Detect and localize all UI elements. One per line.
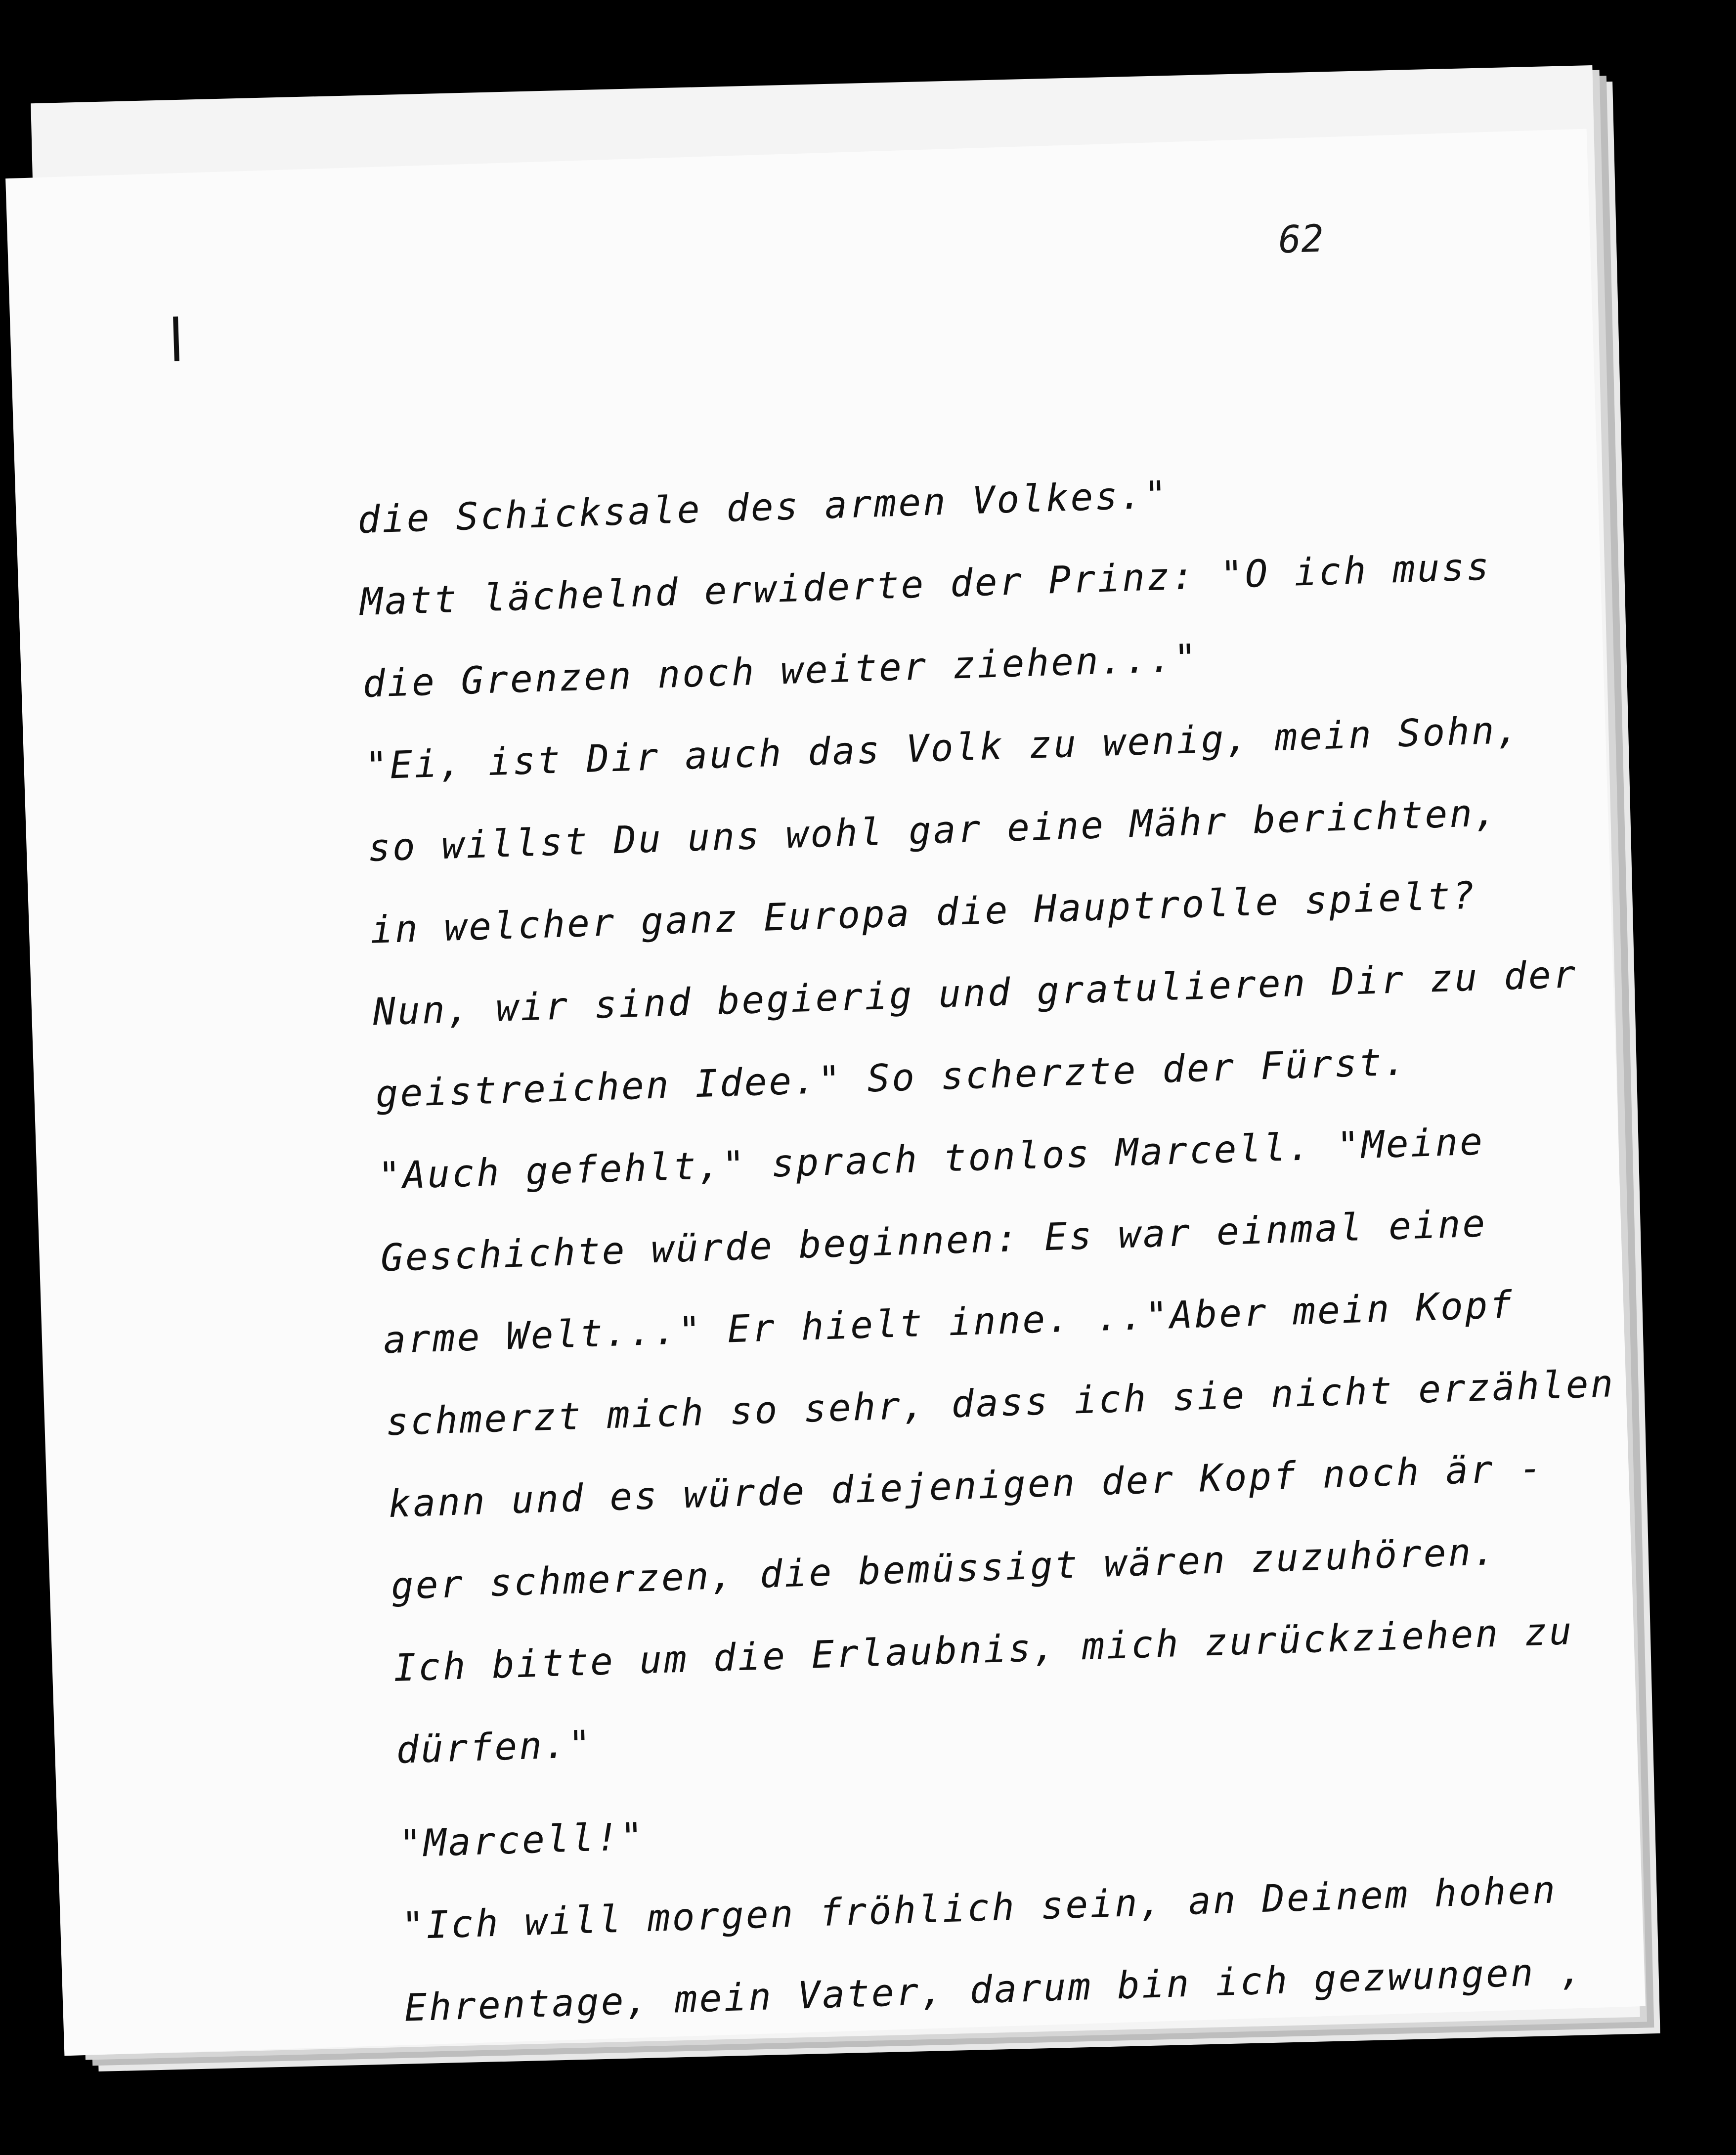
text-line: geistreichen Idee." So scherzte der Fürst. <box>375 1039 1409 1116</box>
typewritten-page <box>5 129 1646 2056</box>
text-line: kann und es würde diejenigen der Kopf noch är - <box>388 1445 1545 1526</box>
text-line: Matt lächelnd erwiderte der Prinz: "O ich muss <box>359 544 1492 624</box>
text-block <box>356 440 1641 2049</box>
text-line: die Grenzen noch weiter ziehen..." <box>362 635 1199 706</box>
text-line: in welcher ganz Europa die Hauptrolle spielt? <box>369 873 1477 952</box>
text-line: ger schmerzen, die bemüssigt wären zuzuhören. <box>390 1529 1498 1608</box>
text-line: Ehrentage, mein Vater, darum bin ich gezwungen , <box>403 1948 1585 2030</box>
text-line: "Ei, ist Dir auch das Volk zu wenig, mein Sohn, <box>364 707 1521 788</box>
page-number: 62 <box>1277 216 1325 262</box>
text-line: "Auch gefehlt," sprach tonlos Marcell. "Meine <box>377 1119 1485 1198</box>
text-line: "Ich will morgen fröhlich sein, an Deinem hohen <box>401 1867 1558 1948</box>
text-line: Nun, wir sind begierig und gratulieren Dir zu der <box>372 952 1578 1034</box>
text-line: Geschichte würde beginnen: Es war einmal eine <box>380 1201 1488 1280</box>
text-line: "Marcell!" <box>398 1814 646 1866</box>
text-line: die Schicksale des armen Volkes." <box>356 472 1170 542</box>
text-line: so willst Du uns wohl gar eine Mähr berichten, <box>367 790 1500 870</box>
text-line: dürfen." <box>395 1722 594 1772</box>
margin-mark <box>173 316 179 361</box>
text-line: schmerzt mich so sehr, dass ich sie nicht erzählen <box>385 1361 1616 1444</box>
text-line: Ich bitte um die Erlaubnis, mich zurückziehen zu <box>392 1609 1574 1690</box>
text-line: arme Welt..." Er hielt inne. .."Aber mein Kopf <box>382 1282 1515 1362</box>
